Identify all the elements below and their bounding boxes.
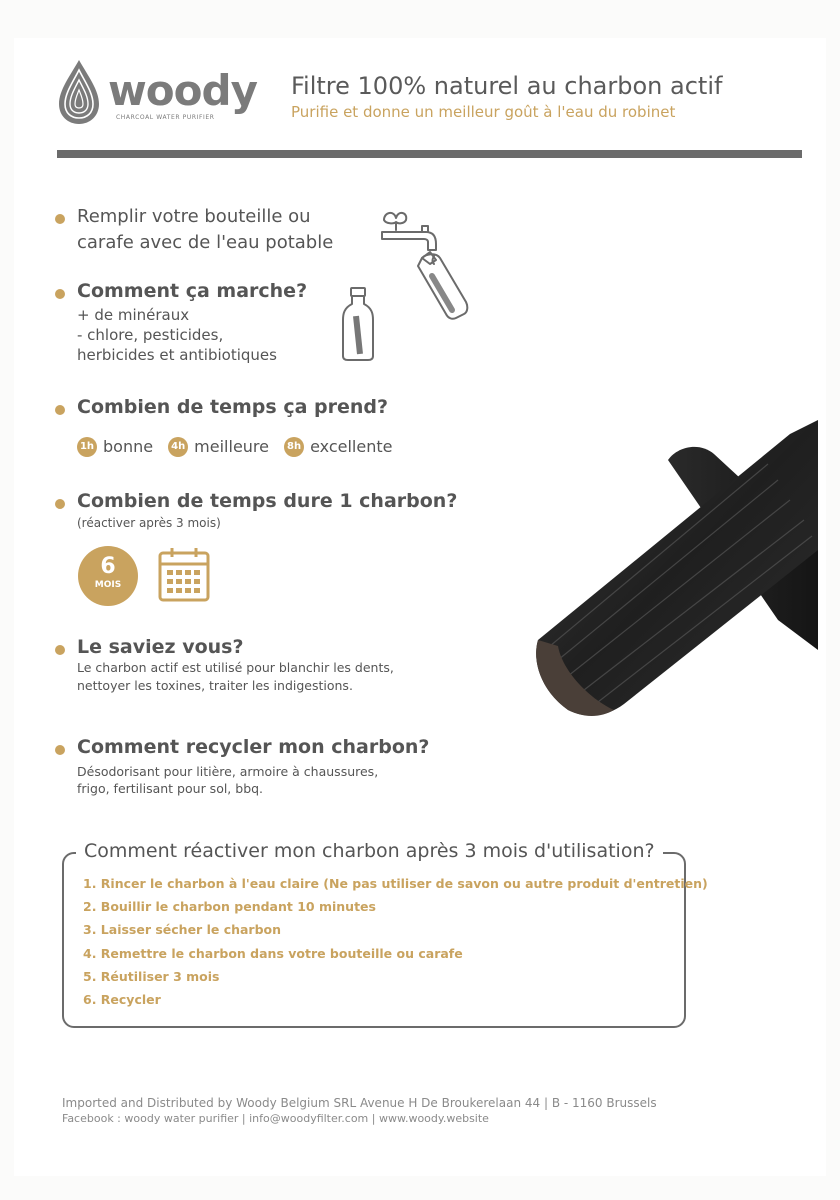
bullet-dot (55, 214, 65, 224)
charcoal-stick-image (528, 420, 818, 720)
how-line-1: + de minéraux (77, 306, 190, 324)
duration-title: Combien de temps dure 1 charbon? (77, 490, 458, 512)
recycle-line-2: frigo, fertilisant pour sol, bbq. (77, 781, 264, 796)
time-badge-4h: 4h (168, 437, 188, 457)
time-levels-row (77, 436, 402, 457)
months-number: 6 (100, 554, 116, 579)
didyouknow-line-2: nettoyer les toxines, traiter les indigestions. (77, 678, 353, 693)
time-title: Combien de temps ça prend? (77, 396, 389, 418)
how-line-3: herbicides et antibiotiques (77, 346, 277, 364)
bullet-dot (55, 645, 65, 655)
time-label-better: meilleure (194, 437, 269, 456)
bottle-with-charcoal-icon (340, 286, 376, 362)
months-label: MOIS (94, 580, 122, 590)
how-line-2: - chlore, pesticides, (77, 326, 224, 344)
tap-pouring-bottle-icon (378, 206, 474, 324)
duration-note: (réactiver après 3 mois) (77, 516, 221, 530)
footer-address: Imported and Distributed by Woody Belgium SRL Avenue H De Broukerelaan 44 | B - 1160 Brussels (62, 1096, 657, 1110)
didyouknow-line-1: Le charbon actif est utilisé pour blanchir les dents, (77, 660, 394, 675)
reactivation-step: 1. Rincer le charbon à l'eau claire (Ne pas utiliser de savon ou autre produit d'entretien) (83, 876, 708, 891)
time-badge-8h: 8h (284, 437, 304, 457)
reactivation-step: 3. Laisser sécher le charbon (83, 922, 282, 938)
six-months-badge (78, 546, 138, 606)
brand-tagline: CHARCOAL WATER PURIFIER (116, 114, 215, 121)
recycle-line-1: Désodorisant pour litière, armoire à chaussures, (77, 764, 379, 779)
reactivation-step: 4. Remettre le charbon dans votre bouteille ou carafe (83, 945, 463, 961)
time-label-excellent: excellente (310, 437, 393, 456)
time-label-good: bonne (103, 437, 154, 456)
calendar-icon (158, 546, 210, 602)
time-badge-1h: 1h (77, 437, 97, 457)
recycle-title: Comment recycler mon charbon? (77, 736, 430, 758)
bullet-dot (55, 405, 65, 415)
reactivation-steps (83, 875, 708, 1014)
reactivation-step: 2. Bouillir le charbon pendant 10 minutes (83, 899, 376, 915)
bullet-dot (55, 289, 65, 299)
brand-name: woody (108, 66, 257, 115)
reactivation-step: 5. Réutiliser 3 mois (83, 968, 220, 984)
bullet-dot (55, 499, 65, 509)
brand-logo (56, 58, 257, 130)
page-title: Filtre 100% naturel au charbon actif (291, 72, 723, 100)
footer-contacts: Facebook : woody water purifier | info@woodyfilter.com | www.woody.website (62, 1112, 489, 1125)
how-title: Comment ça marche? (77, 280, 308, 302)
page-subtitle: Purifie et donne un meilleur goût à l'eau du robinet (291, 103, 676, 121)
header-divider (57, 150, 802, 158)
fill-line-2: carafe avec de l'eau potable (77, 232, 334, 253)
fill-line-1: Remplir votre bouteille ou (77, 206, 311, 227)
reactivation-step: 6. Recycler (83, 991, 161, 1007)
didyouknow-title: Le saviez vous? (77, 636, 244, 658)
reactivation-title: Comment réactiver mon charbon après 3 mois d'utilisation? (76, 840, 663, 862)
bullet-dot (55, 745, 65, 755)
woody-drop-logo-icon (56, 58, 102, 126)
